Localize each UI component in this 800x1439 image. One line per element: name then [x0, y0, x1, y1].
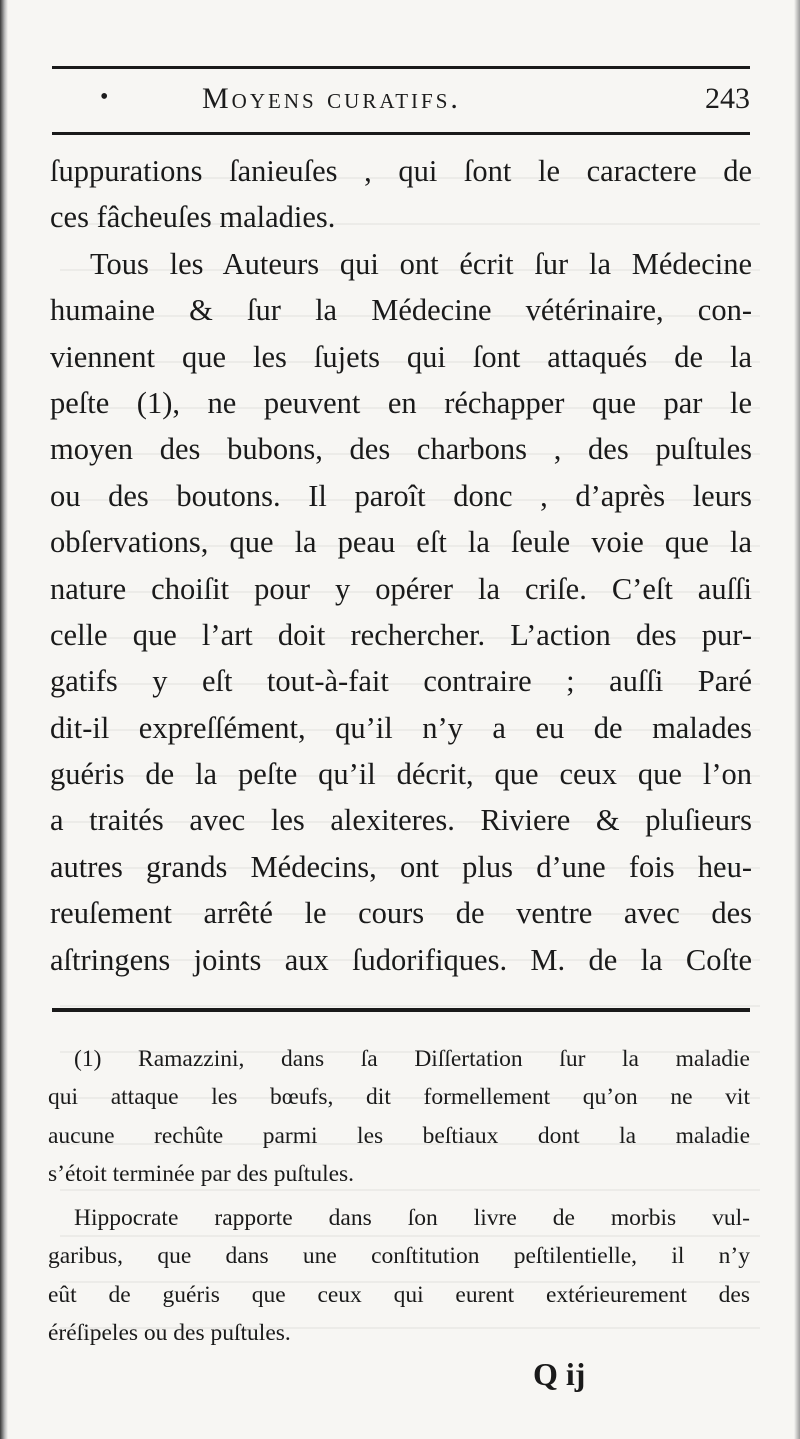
footnote-line: eût de guéris que ceux qui eurent extérieurement des [48, 1281, 750, 1308]
footnote-line: aucune rechûte parmi les beſtiaux dont la maladie [48, 1122, 750, 1149]
text-line: humaine & ſur la Médecine vétérinaire, con- [50, 293, 752, 328]
header-rule [52, 132, 750, 135]
body-text [50, 148, 752, 983]
footnote-paragraph [48, 1040, 750, 1193]
text-line: guéris de la peſte qu’il décrit, que ceux que l’on [50, 757, 752, 792]
text-line: reuſement arrêté le cours de ventre avec des [50, 896, 752, 931]
footnote-paragraph [48, 1199, 750, 1352]
text-line: aſtringens joints aux ſudorifiques. M. de la Coſte [50, 942, 752, 977]
text-line: moyen des bubons, des charbons , des puſtules [50, 432, 752, 467]
top-rule [52, 66, 750, 69]
paragraph [50, 241, 752, 983]
text-line: Tous les Auteurs qui ont écrit ſur la Médecine [90, 246, 752, 281]
footnote-line: s’étoit terminée par des puſtules. [48, 1160, 355, 1187]
text-line: ou des boutons. Il paroît donc , d’après leurs [50, 478, 752, 513]
text-line: viennent que les ſujets qui ſont attaqués de la [50, 339, 752, 374]
footnote-line: (1) Ramazzini, dans ſa Diſſertation ſur la maladie [74, 1046, 750, 1072]
text-line: celle que l’art doit rechercher. L’action des pur- [50, 617, 752, 652]
text-line: peſte (1), ne peuvent en réchapper que par le [50, 385, 752, 420]
running-head-title: Moyens curatifs. [202, 82, 461, 115]
running-head [52, 78, 750, 122]
text-line: gatifs y eſt tout-à-fait contraire ; auſſi Paré [50, 664, 752, 699]
text-line: ces fâcheuſes maladies. [50, 200, 336, 235]
running-head-ornament: • [100, 84, 109, 110]
text-line: autres grands Médecins, ont plus d’une fois heu- [50, 849, 752, 884]
page-number: 243 [705, 82, 750, 115]
footnote-rule [52, 1008, 750, 1012]
text-line: obſervations, que la peau eſt la ſeule voie que la [50, 525, 752, 560]
text-line: ſuppurations ſanieuſes , qui ſont le caractere de [50, 154, 752, 188]
paragraph [50, 148, 752, 241]
footnote-line: qui attaque les bœufs, dit formellement qu’on ne vit [48, 1084, 750, 1111]
text-line: nature choiſit pour y opérer la criſe. C’eſt auſſi [50, 571, 752, 606]
scan-edge-left [0, 0, 8, 1439]
signature-mark: Q ij [533, 1356, 586, 1392]
footnote-line: éréſipeles ou des puſtules. [48, 1320, 291, 1347]
text-line: dit-il expreſſément, qu’il n’y a eu de malades [50, 710, 752, 745]
text-line: a traités avec les alexiteres. Riviere & pluſieurs [50, 803, 752, 838]
footnotes [48, 1040, 750, 1352]
footnote-line: Hippocrate rapporte dans ſon livre de morbis vul- [74, 1205, 750, 1232]
scan-edge-right [794, 0, 800, 1439]
footnote-line: garibus, que dans une conſtitution peſtilentielle, il n’y [48, 1243, 750, 1270]
